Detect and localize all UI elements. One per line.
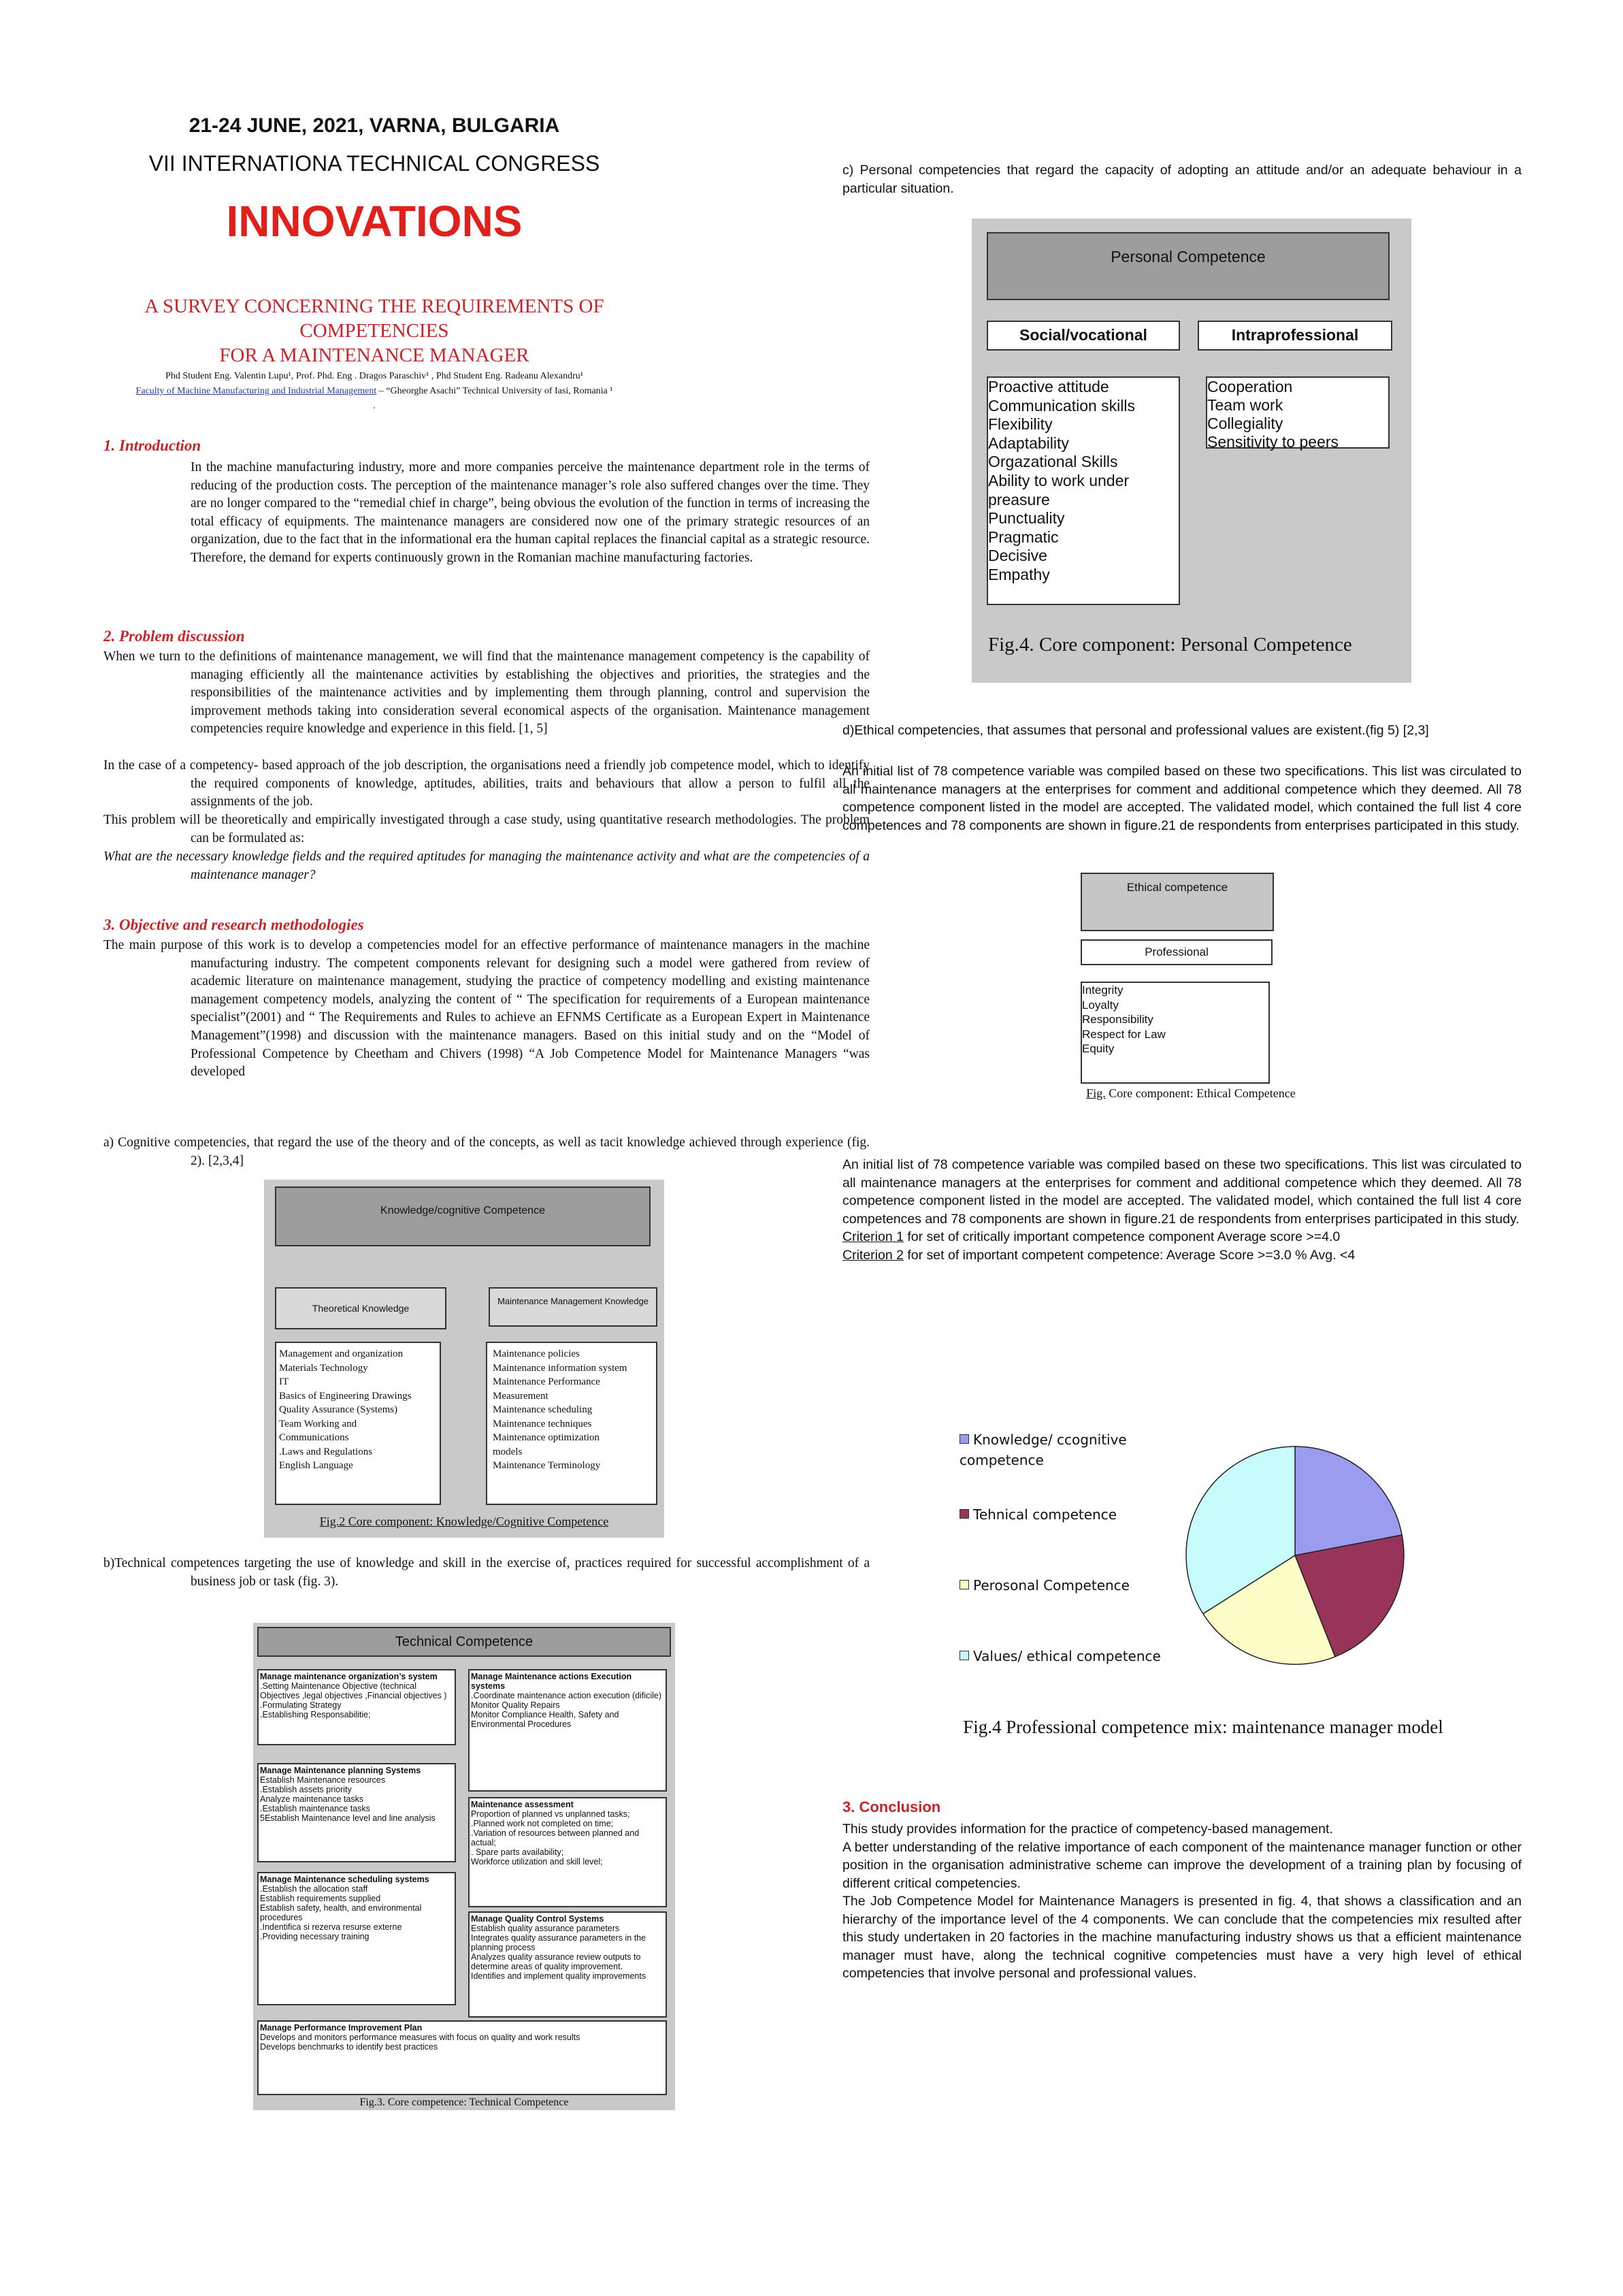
list-item: Establish quality assurance parameters	[471, 1924, 620, 1933]
list-item: Workforce utilization and skill level;	[471, 1857, 603, 1866]
list-item: Maintenance information system	[493, 1362, 627, 1374]
affiliation: – “Gheorghe Asachi” Technical University of Iasi, Romania ¹	[376, 386, 613, 396]
fig3-caption: Fig.3. Core competence: Technical Competence	[359, 2097, 569, 2108]
list-item: .Laws and Regulations	[279, 1446, 373, 1457]
fig3-box-performance: Manage Performance Improvement Plan Develops and monitors performance measures with focus on quality and work results Develops benchmarks to identify best practices	[257, 2020, 667, 2095]
list-item: Proportion of planned vs unplanned tasks;	[471, 1809, 630, 1819]
fig4-intra-list	[1206, 376, 1390, 449]
list-item: Decisive	[988, 547, 1047, 565]
figure-5-ethical	[1075, 870, 1307, 1115]
list-item: Develops and monitors performance measures with focus on quality and work results	[260, 2033, 580, 2042]
list-item: Establish Maintenance resources	[260, 1775, 386, 1785]
list-item: IT	[279, 1376, 289, 1387]
fig3-box-assessment: Maintenance assessment Proportion of planned vs unplanned tasks; .Planned work not completed on time; .Variation of resources between planned and actual; . Spare parts availability; Workforce utilization and skill level;	[468, 1797, 667, 1907]
criterion-1: Criterion 1	[842, 1229, 904, 1244]
paper-title: A SURVEY CONCERNING THE REQUIREMENTS OF COMPETENCIES FOR A MAINTENANCE MANAGER	[144, 295, 604, 366]
cognitive-paragraph: a) Cognitive competencies, that regard the use of the theory and of the concepts, as well as tacit knowledge achieved through experience (fig. 2). [2,3,4]	[103, 1135, 870, 1168]
fig3-box-quality: Manage Quality Control Systems Establish quality assurance parameters Integrates quality assurance parameters in the planning process Analyzes quality assurance review outputs to determine areas of quality improvement. Identifies and implement quality improvements	[468, 1911, 667, 2018]
objective-paragraph: The main purpose of this work is to develop a competencies model for an effective performance of maintenance managers in the machine manufacturing industry. The competent components relevant for designing such a model were gathered from review of academic literature on maintenance management, studying the practice of competency modelling and existing maintenance management competency models, analyzing the content of “ The specification for requirements of a European maintenance specialist”(2001) and “ The Requirements and Rules to achieve an EFNMS Certificate as a European Expert in Maintenance Management”(1998) and discussion with the maintenance managers. Based on this initial study and on the “Model of Professional Competence by Cheetham and Chivers (1998) “A Job Competence Model for Maintenance Managers “was developed	[103, 938, 870, 1080]
problem-paragraph-3: This problem will be theoretically and empirically investigated through a case study, using quantitative research methodologies. The problem can be formulated as:	[103, 813, 870, 845]
list-item: Flexibility	[988, 415, 1053, 434]
figure-4-personal	[972, 219, 1411, 683]
fig4-social-list	[987, 376, 1180, 605]
list-item: Analyze maintenance tasks	[260, 1794, 364, 1804]
list-item: .Establishing Responsabilitie;	[260, 1710, 371, 1719]
list-item: .Formulating Strategy	[260, 1700, 342, 1710]
list-item: Materials Technology	[279, 1362, 368, 1374]
conclusion-paragraph: This study provides information for the practice of competency-based management. A better understanding of the relative importance of each component of the maintenance manager function or other position in the organisation administrative scheme can improve the development of a training plan by focusing of different critical competencies. The Job Competence Model for Maintenance Managers is presented in fig. 4, that shows a classification and an hierarchy of the importance level of the 4 components. We can conclude that the competencies mix resulted after this study undertaken in 20 factories in the machine manufacturing industry shows us that a efficient maintenance manager must have, along the technical cognitive competencies must have a very high level of ethical competencies that involve personal and professional values.	[842, 1822, 1522, 1981]
dot: .	[373, 401, 376, 411]
list-item: Integrity	[1082, 984, 1124, 997]
fig2-right-list	[486, 1342, 657, 1505]
legend-item-ethical: Values/ ethical competence	[960, 1646, 1164, 1666]
fig4-social-header: Social/vocational	[987, 321, 1180, 351]
list-item: Measurement	[493, 1390, 548, 1402]
fig2-left-header: Theoretical Knowledge	[275, 1287, 446, 1329]
fig5-professional-box: Professional	[1081, 939, 1273, 965]
list-item: Management and organization	[279, 1348, 404, 1359]
fig3-top-box: Technical Competence	[257, 1627, 671, 1657]
list-paragraph: An initial list of 78 competence variable was compiled based on these two specifications. This list was circulated to all maintenance managers at the enterprises for comment and additional competence which they deemed. All 78 competence component listed in the model are accepted. The validated model, which contained the full list 4 core competences and 78 components are shown in figure.21 de respondents from enterprises participated in this study.	[842, 764, 1522, 833]
list-item: Maintenance Terminology	[493, 1460, 601, 1471]
fig2-left-list	[275, 1342, 441, 1505]
research-question: What are the necessary knowledge fields and the required aptitudes for managing the maintenance activity and what are the competencies of a maintenance manager?	[103, 850, 870, 882]
fig2-right-header: Maintenance Management Knowledge	[489, 1287, 657, 1327]
fig4-intra-header: Intraprofessional	[1198, 321, 1392, 351]
fig4-caption: Fig.4. Core component: Personal Competence	[988, 634, 1352, 656]
list-item: Punctuality	[988, 509, 1065, 528]
authors: Phd Student Eng. Valentin Lupu¹, Prof. Phd. Eng . Dragos Paraschiv¹ , Phd Student Eng. Radeanu Alexandru¹	[165, 371, 583, 381]
fig2-top-box: Knowledge/cognitive Competence	[275, 1186, 651, 1246]
list-item: .Planned work not completed on time;	[471, 1819, 614, 1828]
list-item: Identifies and implement quality improvements	[471, 1971, 646, 1981]
introduction-heading: 1. Introduction	[103, 437, 201, 454]
fig4-top-box: Personal Competence	[987, 232, 1390, 300]
list-item: Empathy	[988, 565, 1050, 583]
fig5-list	[1081, 982, 1270, 1084]
problem-paragraph-1: When we turn to the definitions of maintenance management, we will find that the maintenance management competency is the capability of managing efficiently all the maintenance activities by establishing the objectives and priorities, the strategies and the responsibilities of the maintenance activities and by implementing them through planning, control and supervision the improvement methods taking into consideration several economical aspects of the organisation. Maintenance management competencies require knowledge and experience in this field. [1, 5]	[103, 649, 870, 737]
criterion-2: Criterion 2	[842, 1247, 904, 1263]
pie-figure	[951, 1416, 1455, 1749]
fig3-box-scheduling: Manage Maintenance scheduling systems .Establish the allocation staff Establish requirements supplied Establish safety, health, and environmental procedures .Indentifica si rezerva resurse externe .Providing necessary training	[257, 1872, 456, 2005]
affiliation-link[interactable]: Faculty of Machine Manufacturing and Industrial Management	[135, 386, 377, 396]
list-item: Communications	[279, 1432, 349, 1443]
list-item: Basics of Engineering Drawings	[279, 1390, 412, 1402]
list-item: .Variation of resources between planned and actual;	[471, 1828, 640, 1847]
list-item: Responsibility	[1082, 1013, 1153, 1026]
list-item: Pragmatic	[988, 528, 1059, 546]
figure-3	[253, 1623, 675, 2110]
list-item: .Coordinate maintenance action execution (dificile)	[471, 1691, 662, 1700]
list-item: Maintenance Performance	[493, 1376, 600, 1387]
technical-paragraph: b)Technical competences targeting the use of knowledge and skill in the exercise of, practices required for successful accomplishment of a business job or task (fig. 3).	[103, 1556, 870, 1589]
objective-heading: 3. Objective and research methodologies	[103, 916, 364, 933]
list-item: English Language	[279, 1460, 353, 1471]
legend-item-technical: Tehnical competence	[960, 1504, 1164, 1525]
list-item: Monitor Quality Repairs	[471, 1700, 560, 1710]
list-item: Equity	[1082, 1042, 1115, 1055]
list-item: models	[493, 1446, 523, 1457]
fig2-caption: Fig.2 Core component: Knowledge/Cognitive Competence	[319, 1515, 609, 1528]
problem-paragraph-2: In the case of a competency- based approach of the job description, the organisations need a friendly job competence model, which to identify the required components of knowledge, aptitudes, abilities, traits and behaviours that allow a person to fulfil all the assignments of the job.	[103, 758, 870, 809]
list-item: Loyalty	[1082, 998, 1119, 1012]
legend-item-personal: Perosonal Competence	[960, 1575, 1164, 1596]
legend-item-cognitive: Knowledge/ ccognitive competence	[960, 1432, 1127, 1468]
list-item: .Establish the allocation staff	[260, 1884, 368, 1894]
figure-2	[264, 1180, 664, 1538]
list-paragraph-2: An initial list of 78 competence variable was compiled based on these two specifications. This list was circulated to all maintenance managers at the enterprises for comment and additional competence which they deemed. All 78 competence component listed in the model are accepted. The validated model, which contained the full list 4 core competences and 78 components are shown in figure.21 de respondents from enterprises participated in this study. Criterion 1 for set of critically important competence component Average score >=4.0 Criterion 2 for set of important competent competence: Average Score >=3.0 % Avg. <4	[842, 1157, 1522, 1263]
list-item: .Establish maintenance tasks	[260, 1804, 370, 1813]
list-item: Integrates quality assurance parameters in the planning process	[471, 1933, 646, 1952]
list-item: Respect for Law	[1082, 1027, 1166, 1041]
list-item: Proactive attitude	[988, 378, 1109, 395]
ethical-paragraph: d)Ethical competencies, that assumes that personal and professional values are existent.(fig 5) [2,3]	[842, 723, 1429, 738]
list-item: Team Working and	[279, 1418, 357, 1429]
list-item: Establish safety, health, and environmental procedures	[260, 1903, 422, 1922]
list-item: Sensitivity to peers	[1207, 433, 1339, 451]
list-item: Maintenance optimization	[493, 1432, 600, 1443]
fig5-top-box: Ethical competence	[1081, 873, 1274, 931]
list-item: 5Establish Maintenance level and line analysis	[260, 1813, 436, 1823]
problem-heading: 2. Problem discussion	[103, 628, 245, 645]
list-item: Adaptability	[988, 434, 1069, 452]
fig3-box-planning: Manage Maintenance planning Systems Establish Maintenance resources .Establish assets priority Analyze maintenance tasks .Establish maintenance tasks 5Establish Maintenance level and line analysis	[257, 1763, 456, 1862]
authors-block	[82, 369, 667, 414]
list-item: Establish requirements supplied	[260, 1894, 381, 1903]
list-item: Maintenance policies	[493, 1348, 580, 1359]
introduction-paragraph: In the machine manufacturing industry, more and more companies perceive the maintenance department role in the terms of reducing of the production costs. The perception of the maintenance manager’s role also suffered changes over the time. They are no longer compared to the “remedial chief in charge”, being obvious the evolution of the function in terms of increasing the total efficacy of equipments. The maintenance managers are considered now one of the primary strategic resources of an organization, due to the fact that in the informational era the human capital replaces the financial capital as a strategic resource. Therefore, the demand for experts continuously grown in the Romanian machine manufacturing factories.	[191, 460, 870, 565]
congress-name: VII INTERNATIONA TECHNICAL CONGRESS	[148, 151, 600, 176]
fig3-box-organization: Manage maintenance organization’s system .Setting Maintenance Objective (technical Objectives ,legal objectives ,Financial objectives ) .Formulating Strategy .Establishing Responsabilitie;	[257, 1669, 456, 1745]
list-item: Maintenance scheduling	[493, 1404, 593, 1415]
list-item: .Indentifica si rezerva resurse externe	[260, 1922, 402, 1932]
list-item: Monitor Compliance Health, Safety and Environmental Procedures	[471, 1710, 619, 1729]
list-item: Quality Assurance (Systems)	[279, 1404, 398, 1415]
list-item: .Establish assets priority	[260, 1785, 352, 1794]
list-item: Orgazational Skills	[988, 453, 1118, 471]
list-item: Develops benchmarks to identify best practices	[260, 2042, 438, 2052]
list-item: .Setting Maintenance Objective (technical Objectives ,legal objectives ,Financial objectives )	[260, 1681, 447, 1700]
list-item: Communication skills	[988, 396, 1136, 415]
list-item: Ability to work under preasure	[988, 471, 1130, 508]
list-item: . Spare parts availability;	[471, 1847, 564, 1857]
innovations-title: INNOVATIONS	[226, 197, 523, 246]
list-item: Maintenance techniques	[493, 1418, 592, 1429]
pie-caption: Fig.4 Professional competence mix: maintenance manager model	[963, 1717, 1443, 1737]
fig5-caption: Fig. Core component: Ethical Competence	[1086, 1086, 1296, 1100]
congress-date: 21-24 JUNE, 2021, VARNA, BULGARIA	[188, 114, 560, 137]
conclusion-heading: 3. Conclusion	[842, 1798, 941, 1815]
list-item: Team work	[1207, 396, 1283, 414]
pie-chart	[1183, 1443, 1407, 1668]
list-item: .Providing necessary training	[260, 1932, 370, 1941]
personal-paragraph: c) Personal competencies that regard the capacity of adopting an attitude and/or an adequate behaviour in a particular situation.	[842, 163, 1522, 196]
fig3-box-execution: Manage Maintenance actions Execution systems .Coordinate maintenance action execution (dificile) Monitor Quality Repairs Monitor Compliance Health, Safety and Environmental Procedures	[468, 1669, 667, 1792]
list-item: Collegiality	[1207, 415, 1283, 432]
list-item: Cooperation	[1207, 378, 1293, 395]
list-item: Analyzes quality assurance review outputs to determine areas of quality improvement.	[471, 1952, 641, 1971]
